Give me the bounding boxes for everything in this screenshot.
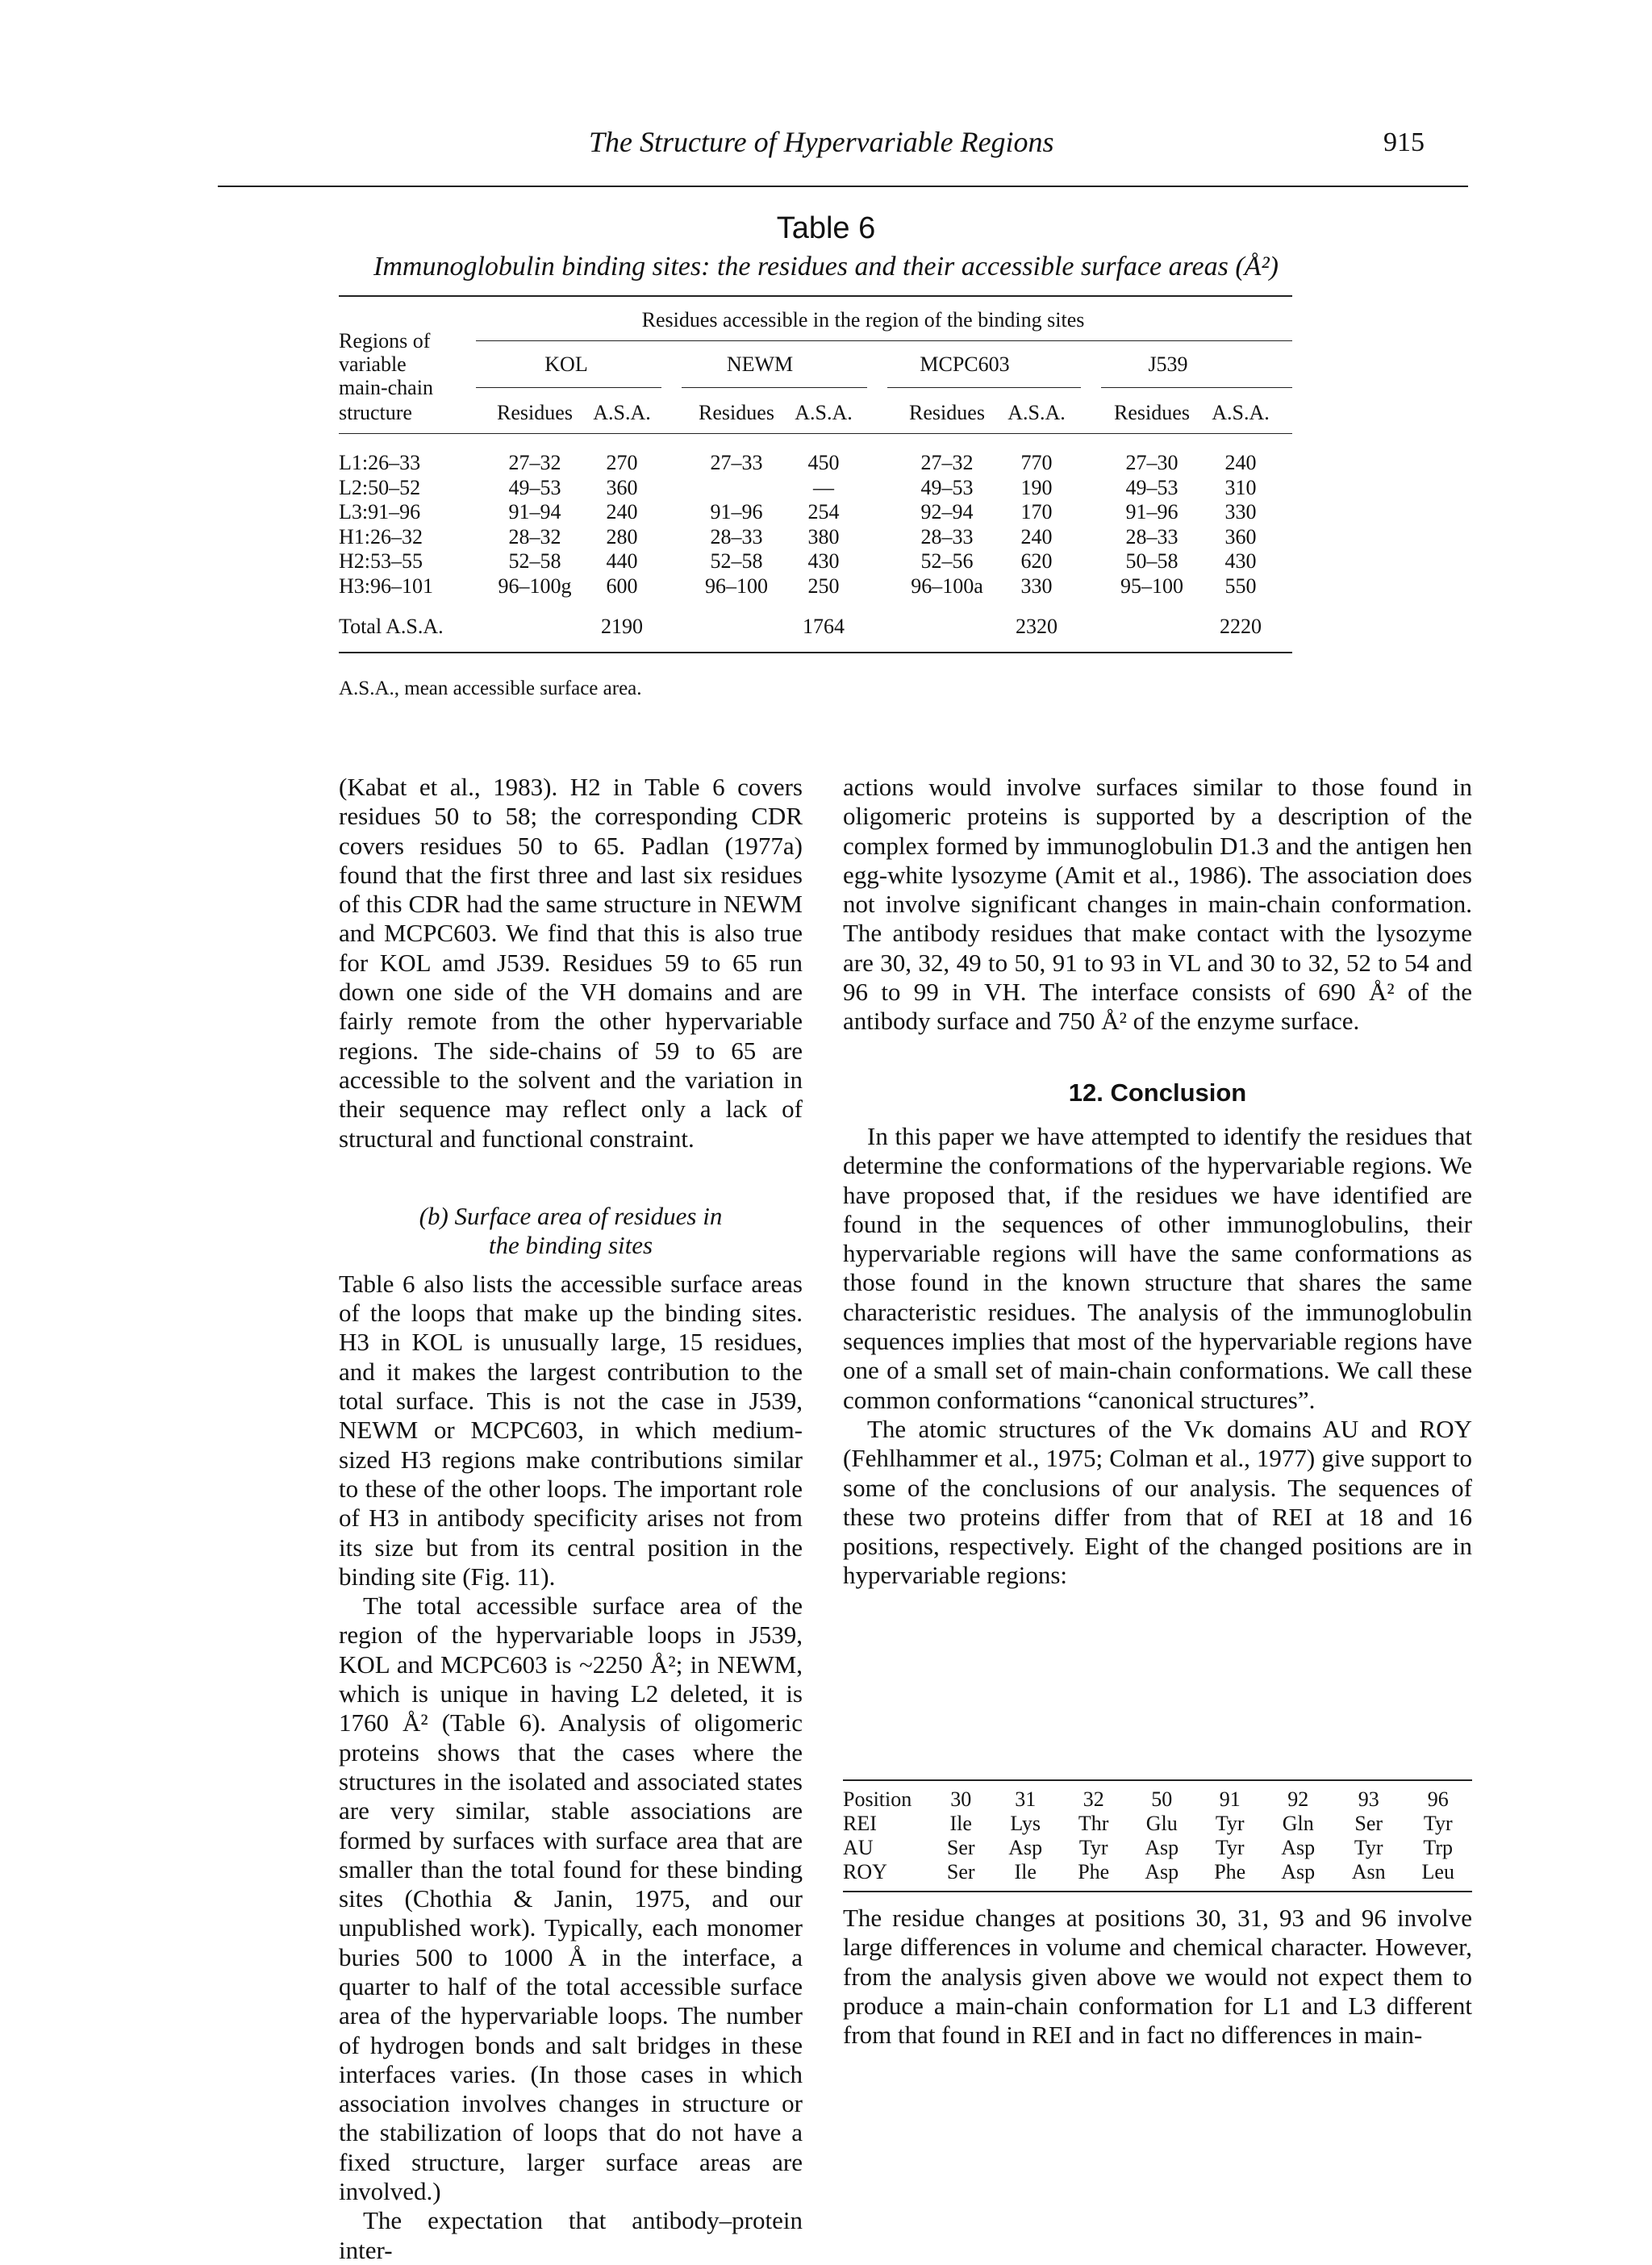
- paragraph: The atomic structures of the Vκ domains AU and ROY (Fehlhammer et al., 1975; Colman et al., 1977) give support to some of the conclusions of our analysis. The sequences of these two proteins differ from that of REI at 18 and 16 positions, respectively. Eight of the changed positions are in hypervariable regions:: [843, 1414, 1472, 1590]
- positions-cell: Asp: [1145, 1836, 1179, 1859]
- table-caption: Immunoglobulin binding sites: the residues and their accessible surface areas (Å²): [373, 252, 1279, 282]
- group-rule: [682, 387, 867, 388]
- table-top-rule: [339, 295, 1292, 297]
- total-kol: 2190: [601, 615, 643, 638]
- table-cell: 27–30: [1125, 451, 1179, 474]
- table-cell: 310: [1224, 475, 1257, 499]
- group-rule: [1101, 387, 1292, 388]
- positions-cell: Ser: [946, 1836, 975, 1859]
- paragraph: In this paper we have attempted to identify the residues that determine the conformations of the hypervariable regions. We have proposed that, if the residues we have identified are found in the sequences of other immunoglobulins, their hypervariable regions will have the same conformations as those found in the known structure that shares the same characteristic residues. The analysis of the immunoglobulin sequences implies that most of the hypervariable regions have one of a small set of main-chain conformations. We call these common conformations “canonical structures”.: [843, 1121, 1472, 1414]
- table-cell: 360: [1224, 524, 1257, 549]
- row-header-line: main-chain: [339, 376, 433, 399]
- table-cell: 91–96: [710, 500, 763, 523]
- subheader-asa: A.S.A.: [593, 401, 651, 424]
- table-row-label: L3:91–96: [339, 500, 421, 523]
- positions-cell: 92: [1287, 1787, 1309, 1811]
- subheader-residues: Residues: [1114, 401, 1190, 424]
- subsection-heading-line: the binding sites: [488, 1230, 653, 1259]
- paragraph: Table 6 also lists the accessible surface areas of the loops that make up the binding sites. H3 in KOL is unusually large, 15 residues, and it makes the largest contribution to the total surface. This is not the case in J539, NEWM or MCPC603, in which medium-sized H3 regions make contributions similar to these of the other loops. The important role of H3 in antibody specificity arises not from its size but from its central position in the binding site (Fig. 11).: [339, 1269, 803, 1591]
- table-cell: 28–33: [710, 524, 763, 549]
- table-cell: 240: [1020, 524, 1053, 549]
- positions-cell: Phe: [1214, 1860, 1246, 1883]
- positions-cell: Asp: [1281, 1860, 1316, 1883]
- table-cell: 360: [606, 475, 638, 499]
- positions-cell: Position: [843, 1787, 912, 1811]
- table-cell: 28–33: [920, 524, 974, 549]
- table-cell: 49–53: [920, 475, 974, 499]
- subsection-heading-line: (b) Surface area of residues in: [419, 1201, 723, 1230]
- running-title: The Structure of Hypervariable Regions: [589, 126, 1054, 158]
- table-cell: 52–56: [920, 549, 974, 573]
- row-header-line: structure: [339, 401, 412, 424]
- positions-cell: 50: [1151, 1787, 1173, 1811]
- table-cell: 27–32: [920, 451, 974, 474]
- subheader-asa: A.S.A.: [795, 401, 853, 424]
- positions-cell: Asp: [1145, 1860, 1179, 1883]
- positions-cell: 93: [1358, 1787, 1379, 1811]
- positions-cell: 91: [1219, 1787, 1241, 1811]
- right-column: [843, 773, 1472, 1591]
- table-row-label: L2:50–52: [339, 475, 421, 499]
- page-number: 915: [1383, 127, 1425, 157]
- table-cell: 450: [807, 451, 840, 474]
- table-cell: 170: [1020, 500, 1053, 523]
- positions-row: [843, 1836, 1472, 1860]
- table-cell: 550: [1224, 574, 1257, 598]
- positions-cell: Ile: [949, 1812, 972, 1835]
- group-rule: [887, 387, 1081, 388]
- table-row-label: H1:26–32: [339, 524, 423, 549]
- positions-cell: Ile: [1014, 1860, 1037, 1883]
- right-column-continued: [843, 1904, 1472, 2050]
- table-cell: 280: [606, 524, 638, 549]
- table-cell: 49–53: [1125, 475, 1179, 499]
- left-column: [339, 773, 803, 2265]
- table-cell: 330: [1020, 574, 1053, 598]
- positions-cell: 31: [1015, 1787, 1037, 1811]
- table-cell: 27–33: [710, 451, 763, 474]
- table-cell: 27–32: [508, 451, 561, 474]
- table-cell: 91–96: [1125, 500, 1179, 523]
- paragraph: actions would involve surfaces similar to those found in oligomeric proteins is supported by a description of the complex formed by immunoglobulin D1.3 and the antigen hen egg-white lysozyme (Amit et al., 1986). The association does not involve significant changes in main-chain conformation. The antibody residues that make contact with the lysozyme are 30, 32, 49 to 50, 91 to 93 in VL and 30 to 32, 52 to 54 and 96 to 99 in VH. The interface consists of 690 Å² of the antibody surface and 750 Å² of the enzyme surface.: [843, 773, 1472, 1036]
- group-header-mcpc603: MCPC603: [920, 352, 1010, 376]
- table-bottom-rule: [339, 652, 1292, 653]
- subheader-asa: A.S.A.: [1007, 401, 1066, 424]
- table-cell: 28–32: [508, 524, 561, 549]
- table-cell: 430: [1224, 549, 1257, 573]
- paragraph: The expectation that antibody–protein inter-: [339, 2206, 803, 2264]
- table-cell: 440: [606, 549, 638, 573]
- group-header-j539: J539: [1148, 352, 1188, 376]
- total-label: Total A.S.A.: [339, 615, 444, 638]
- positions-cell: ROY: [843, 1860, 887, 1883]
- table-cell: 380: [807, 524, 840, 549]
- table-cell: 96–100a: [911, 574, 983, 598]
- table-cell: 52–58: [508, 549, 561, 573]
- positions-cell: Ser: [946, 1860, 975, 1883]
- group-rule: [476, 387, 661, 388]
- header-bottom-rule: [339, 433, 1292, 434]
- header-rule: [218, 186, 1468, 187]
- table-cell: 52–58: [710, 549, 763, 573]
- table-cell: 92–94: [920, 500, 974, 523]
- positions-cell: REI: [843, 1812, 877, 1835]
- table-row-label: L1:26–33: [339, 451, 421, 474]
- table-cell: 91–94: [508, 500, 561, 523]
- table-row-label: H3:96–101: [339, 574, 433, 598]
- table-cell: 430: [807, 549, 840, 573]
- positions-cell: Tyr: [1078, 1836, 1108, 1859]
- positions-cell: AU: [843, 1836, 874, 1859]
- positions-cell: Tyr: [1215, 1812, 1245, 1835]
- table-footnote: A.S.A., mean accessible surface area.: [339, 678, 642, 699]
- table-cell: 620: [1020, 549, 1053, 573]
- subheader-residues: Residues: [699, 401, 774, 424]
- row-header-line: Regions of: [339, 329, 431, 352]
- table-cell: 600: [606, 574, 638, 598]
- table-cell: 250: [807, 574, 840, 598]
- positions-cell: Ser: [1354, 1812, 1383, 1835]
- table-cell: 254: [807, 500, 840, 523]
- positions-row: [843, 1787, 1472, 1812]
- table-cell: 330: [1224, 500, 1257, 523]
- positions-table: [843, 1787, 1472, 1884]
- positions-row: [843, 1860, 1472, 1884]
- row-header-line: variable: [339, 352, 407, 376]
- positions-cell: Asn: [1351, 1860, 1386, 1883]
- table-cell: 49–53: [508, 475, 561, 499]
- table-cell: 270: [606, 451, 638, 474]
- table-spanner: Residues accessible in the region of the binding sites: [641, 308, 1085, 332]
- positions-cell: Tyr: [1423, 1812, 1453, 1835]
- positions-cell: Phe: [1078, 1860, 1110, 1883]
- table-cell: 95–100: [1120, 574, 1183, 598]
- subheader-residues: Residues: [497, 401, 573, 424]
- positions-table-top-rule: [843, 1779, 1472, 1781]
- positions-cell: 30: [950, 1787, 972, 1811]
- positions-cell: Leu: [1421, 1860, 1454, 1883]
- positions-cell: Asp: [1008, 1836, 1043, 1859]
- positions-cell: Trp: [1423, 1836, 1454, 1859]
- paragraph: The residue changes at positions 30, 31, 93 and 96 involve large differences in volume and chemical character. However, from the analysis given above we would not expect them to produce a main-chain conformation for L1 and L3 different from that found in REI and in fact no differences in main-: [843, 1904, 1472, 2050]
- positions-cell: Thr: [1078, 1812, 1109, 1835]
- paragraph: The total accessible surface area of the region of the hypervariable loops in J539, KOL and MCPC603 is ~2250 Å²; in NEWM, which is unique in having L2 deleted, it is 1760 Å² (Table 6). Analysis of oligomeric proteins shows that the cases where the structures in the isolated and associated states are very similar, stable associations are formed by surfaces with surface area that are smaller than the total found for these binding sites (Chothia & Janin, 1975, and our unpublished work). Typically, each monomer buries 500 to 1000 Å in the interface, a quarter to half of the total accessible surface area of the hypervariable loops. The number of hydrogen bonds and salt bridges in these interfaces varies. (In those cases in which association involves changes in structure or the stabilization of loops that do not have a fixed structure, larger surface areas are involved.): [339, 1591, 803, 2206]
- group-header-kol: KOL: [544, 352, 588, 376]
- positions-row: [843, 1812, 1472, 1836]
- table-cell: —: [813, 475, 834, 499]
- positions-cell: Gln: [1282, 1812, 1314, 1835]
- table-cell: 96–100: [705, 574, 768, 598]
- table-row-label: H2:53–55: [339, 549, 423, 573]
- section-heading: 12. Conclusion: [1068, 1078, 1247, 1107]
- table-cell: 240: [606, 500, 638, 523]
- spanner-rule: [476, 340, 1292, 341]
- table-cell: 190: [1020, 475, 1053, 499]
- positions-cell: 32: [1083, 1787, 1104, 1811]
- positions-cell: 96: [1427, 1787, 1449, 1811]
- table-cell: 28–33: [1125, 524, 1179, 549]
- subheader-residues: Residues: [909, 401, 985, 424]
- table-cell: 96–100g: [498, 574, 572, 598]
- table-cell: 50–58: [1125, 549, 1179, 573]
- paragraph: (Kabat et al., 1983). H2 in Table 6 covers residues 50 to 58; the corresponding CDR covers residues 50 to 65. Padlan (1977a) found that the first three and last six residues of this CDR had the same structure in NEWM and MCPC603. We find that this is also true for KOL amd J539. Residues 59 to 65 run down one side of the VH domains and are fairly remote from the other hypervariable regions. The side-chains of 59 to 65 are accessible to the solvent and the variation in their sequence may reflect only a lack of structural and functional constraint.: [339, 773, 803, 1153]
- subheader-asa: A.S.A.: [1212, 401, 1270, 424]
- positions-cell: Lys: [1010, 1812, 1041, 1835]
- group-header-newm: NEWM: [726, 352, 794, 376]
- positions-cell: Glu: [1145, 1812, 1178, 1835]
- table-cell: 240: [1224, 451, 1257, 474]
- table-title: Table 6: [776, 211, 876, 245]
- positions-cell: Tyr: [1354, 1836, 1383, 1859]
- total-mcpc603: 2320: [1016, 615, 1058, 638]
- table-cell: 770: [1020, 451, 1053, 474]
- positions-cell: Asp: [1281, 1836, 1316, 1859]
- positions-cell: Tyr: [1215, 1836, 1245, 1859]
- total-j539: 2220: [1220, 615, 1262, 638]
- total-newm: 1764: [803, 615, 845, 638]
- positions-table-bottom-rule: [843, 1891, 1472, 1892]
